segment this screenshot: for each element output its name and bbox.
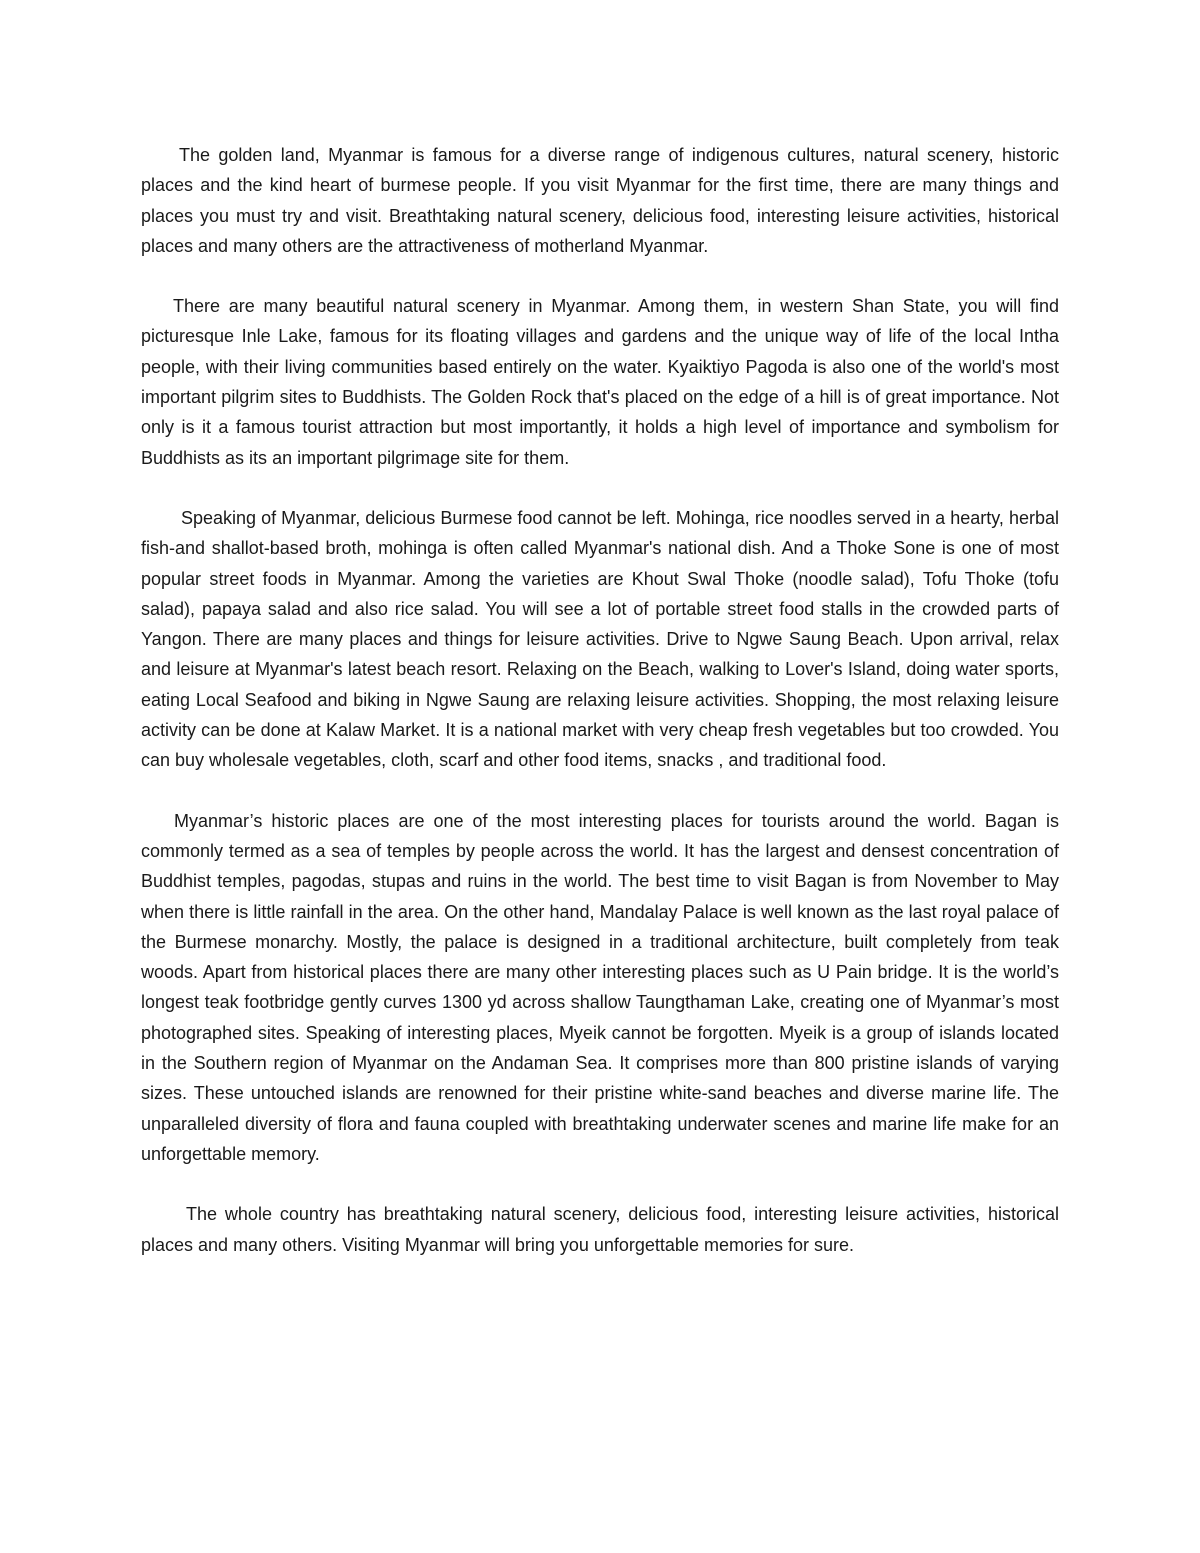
paragraph-historic-places: Myanmar’s historic places are one of the most interesting places for tourists around the world. Bagan is commonly termed as a sea of temples by people across the world. It has the largest and densest concentration of Buddhist temples, pagodas, stupas and ruins in the world. The best time to visit Bagan is from November to May when there is little rainfall in the area. On the other hand, Mandalay Palace is well known as the last royal palace of the Burmese monarchy. Mostly, the palace is designed in a traditional architecture, built completely from teak woods. Apart from historical places there are many other interesting places such as U Pain bridge. It is the world’s longest teak footbridge gently curves 1300 yd across shallow Taungthaman Lake, creating one of Myanmar’s most photographed sites. Speaking of interesting places, Myeik cannot be forgotten. Myeik is a group of islands located in the Southern region of Myanmar on the Andaman Sea. It comprises more than 800 pristine islands of varying sizes. These untouched islands are renowned for their pristine white-sand beaches and diverse marine life. The unparalleled diversity of flora and fauna coupled with breathtaking underwater scenes and marine life make for an unforgettable memory. bbox=[141, 810, 1059, 1164]
paragraph-intro: The golden land, Myanmar is famous for a diverse range of indigenous cultures, natural scenery, historic places and the kind heart of burmese people. If you visit Myanmar for the first time, there are many things and places you must try and visit. Breathtaking natural scenery, delicious food, interesting leisure activities, historical places and many others are the attractiveness of motherland Myanmar. bbox=[141, 145, 1059, 256]
document-body bbox=[141, 140, 1059, 1290]
paragraph-natural-scenery: There are many beautiful natural scenery in Myanmar. Among them, in western Shan State, you will find picturesque Inle Lake, famous for its floating villages and gardens and the unique way of life of the local Intha people, with their living communities based entirely on the water. Kyaiktiyo Pagoda is also one of the world's most important pilgrim sites to Buddhists. The Golden Rock that's placed on the edge of a hill is of great importance. Not only is it a famous tourist attraction but most importantly, it holds a high level of importance and symbolism for Buddhists as its an important pilgrimage site for them. bbox=[141, 296, 1059, 468]
paragraph-food-leisure: Speaking of Myanmar, delicious Burmese food cannot be left. Mohinga, rice noodles served in a hearty, herbal fish-and shallot-based broth, mohinga is often called Myanmar's national dish. And a Thoke Sone is one of most popular street foods in Myanmar. Among the varieties are Khout Swal Thoke (noodle salad), Tofu Thoke (tofu salad), papaya salad and also rice salad. You will see a lot of portable street food stalls in the crowded parts of Yangon. There are many places and things for leisure activities. Drive to Ngwe Saung Beach. Upon arrival, relax and leisure at Myanmar's latest beach resort. Relaxing on the Beach, walking to Lover's Island, doing water sports, eating Local Seafood and biking in Ngwe Saung are relaxing leisure activities. Shopping, the most relaxing leisure activity can be done at Kalaw Market. It is a national market with very cheap fresh vegetables but too crowded. You can buy wholesale vegetables, cloth, scarf and other food items, snacks , and traditional food. bbox=[141, 507, 1059, 771]
paragraph-conclusion: The whole country has breathtaking natural scenery, delicious food, interesting leisure activities, historical places and many others. Visiting Myanmar will bring you unforgettable memories for sure. bbox=[141, 1204, 1059, 1255]
